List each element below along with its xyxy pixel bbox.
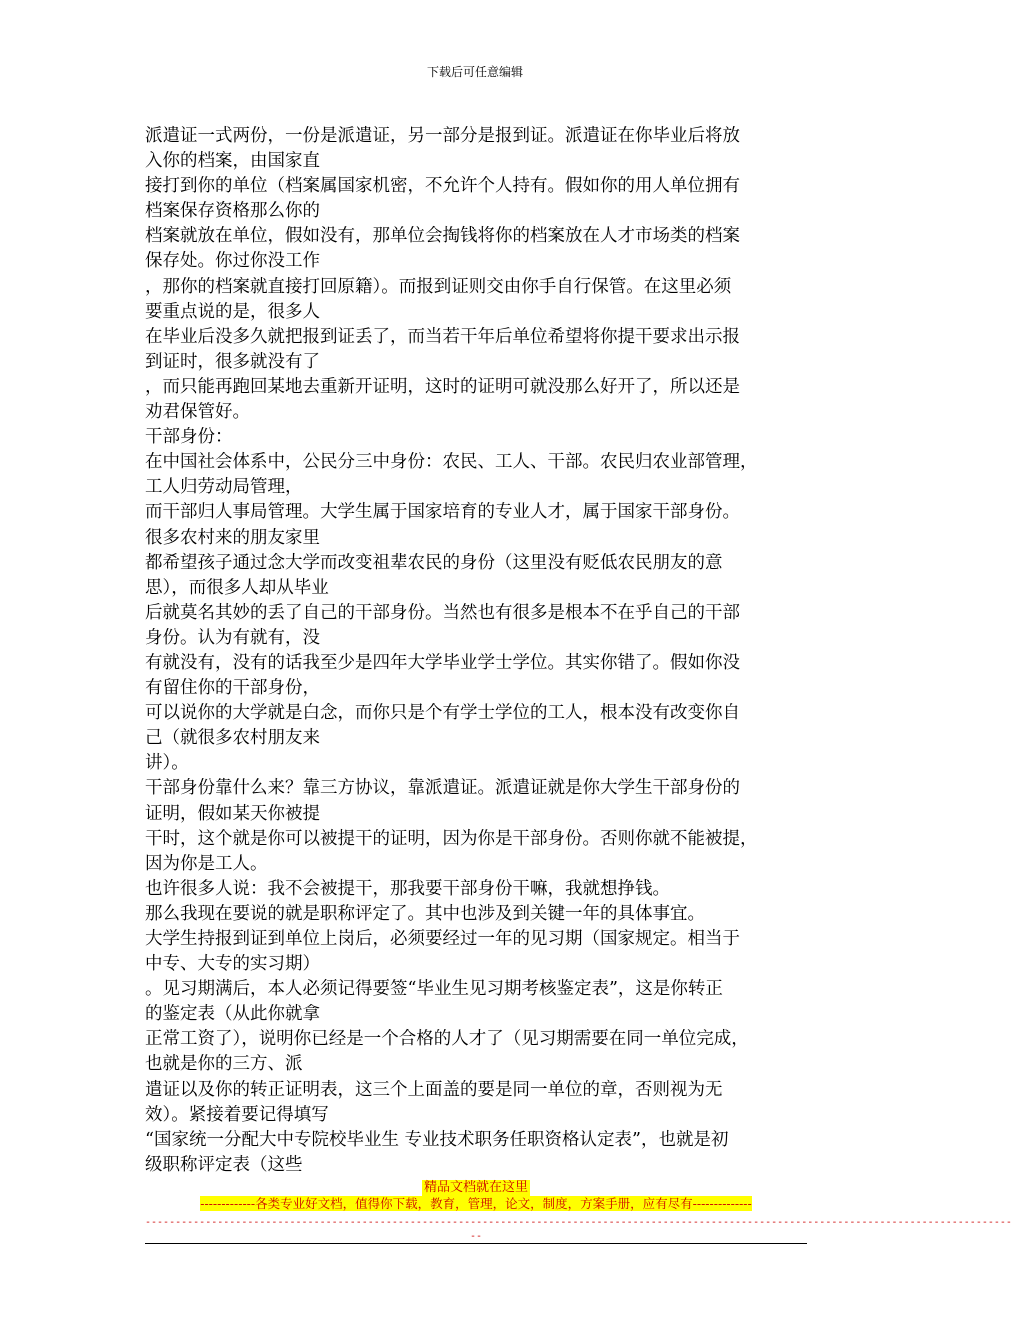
- promo-footer: [145, 1176, 1012, 1244]
- text-line: 很多农村来的朋友家里: [145, 527, 320, 548]
- text-line: 劝君保管好。: [145, 402, 250, 423]
- text-line: 在毕业后没多久就把报到证丢了，而当若干年后单位希望将你提干要求出示报: [145, 326, 740, 347]
- text-line: 档案保存资格那么你的: [145, 201, 320, 222]
- text-line: 的鉴定表（从此你就拿: [145, 1004, 320, 1025]
- footer-rule: [145, 1243, 807, 1244]
- text-line: 正常工资了），说明你已经是一个合格的人才了（见习期需要在同一单位完成，: [145, 1029, 749, 1050]
- text-line: 可以说你的大学就是白念，而你只是个有学士学位的工人，根本没有改变你自: [145, 703, 740, 724]
- text-line: 大学生持报到证到单位上岗后，必须要经过一年的见习期（国家规定。相当于: [145, 929, 740, 949]
- text-line: 思），而很多人却从毕业: [145, 577, 329, 598]
- text-line: 。见习期满后，本人必须记得要签“毕业生见习期考核鉴定表”，这是你转正: [145, 979, 723, 1000]
- text-line: 遣证以及你的转正证明表，这三个上面盖的要是同一单位的章，否则视为无: [145, 1079, 723, 1100]
- footer-title: 精品文档就在这里: [423, 1180, 528, 1195]
- text-line: 后就莫名其妙的丢了自己的干部身份。当然也有很多是根本不在乎自己的干部: [145, 602, 740, 623]
- page-header: 下载后可任意编辑: [426, 65, 523, 79]
- text-line: 证明，假如某天你被提: [145, 803, 320, 824]
- text-line: 也许很多人说：我不会被提干，那我要干部身份干嘛，我就想挣钱。: [145, 878, 670, 899]
- text-line: ，而只能再跑回某地去重新开证明，这时的证明可就没那么好开了，所以还是: [145, 376, 740, 397]
- text-line: 要重点说的是，很多人: [145, 301, 320, 322]
- text-line: 接打到你的单位（档案属国家机密，不允许个人持有。假如你的用人单位拥有: [145, 176, 740, 197]
- text-line: ，那你的档案就直接打回原籍）。而报到证则交由你手自行保管。在这里必须: [145, 276, 732, 297]
- text-line: 干部身份：: [145, 427, 233, 448]
- text-line: 有留住你的干部身份，: [145, 678, 320, 699]
- text-line: 干部身份靠什么来？靠三方协议，靠派遣证。派遣证就是你大学生干部身份的: [145, 778, 740, 799]
- text-line: 级职称评定表（这些: [145, 1154, 303, 1175]
- text-line: 也就是你的三方、派: [145, 1054, 303, 1075]
- text-line: 到证时，很多就没有了: [145, 351, 320, 372]
- text-line: 工人归劳动局管理，: [145, 477, 303, 498]
- text-line: 派遣证一式两份，一份是派遣证，另一部分是报到证。派遣证在你毕业后将放: [145, 126, 740, 146]
- text-line: 效）。紧接着要记得填写: [145, 1104, 329, 1125]
- text-line: 有就没有，没有的话我至少是四年大学毕业学士学位。其实你错了。假如你没: [145, 652, 740, 673]
- footer-subtitle-text: -------------各类专业好文档，值得你下载，教育，管理，论文，制度，方案手册，应有尽有--------------: [200, 1196, 752, 1211]
- text-line: 干时，这个就是你可以被提干的证明，因为你是干部身份。否则你就不能被提，: [145, 828, 758, 849]
- text-line: 档案就放在单位，假如没有，那单位会掏钱将你的档案放在人才市场类的档案: [145, 226, 740, 247]
- text-line: 中专、大专的实习期）: [145, 954, 320, 975]
- text-line: 都希望孩子通过念大学而改变祖辈农民的身份（这里没有贬低农民朋友的意: [145, 552, 723, 573]
- text-line: 而干部归人事局管理。大学生属于国家培育的专业人才，属于国家干部身份。: [145, 502, 740, 523]
- text-line: 讲）。: [145, 753, 189, 774]
- footer-dash-tail: --: [469, 1231, 483, 1242]
- text-line: 因为你是工人。: [145, 853, 268, 874]
- text-line: 那么我现在要说的就是职称评定了。其中也涉及到关键一年的具体事宜。: [145, 903, 705, 924]
- text-line: 在中国社会体系中，公民分三中身份：农民、工人、干部。农民归农业部管理，: [145, 452, 758, 473]
- footer-subtitle: [145, 1196, 807, 1212]
- text-line: “国家统一分配大中专院校毕业生 专业技术职务任职资格认定表”，也就是初: [145, 1129, 729, 1150]
- text-line: 身份。认为有就有，没: [145, 627, 320, 648]
- footer-dash-line: ------------------------------------------------------------------------------------------------------------------------------------------------: [145, 1217, 1012, 1228]
- text-line: 入你的档案，由国家直: [145, 151, 320, 172]
- text-line: 保存处。你过你没工作: [145, 251, 320, 272]
- document-body: [145, 124, 810, 1178]
- text-line: 己（就很多农村朋友来: [145, 728, 320, 749]
